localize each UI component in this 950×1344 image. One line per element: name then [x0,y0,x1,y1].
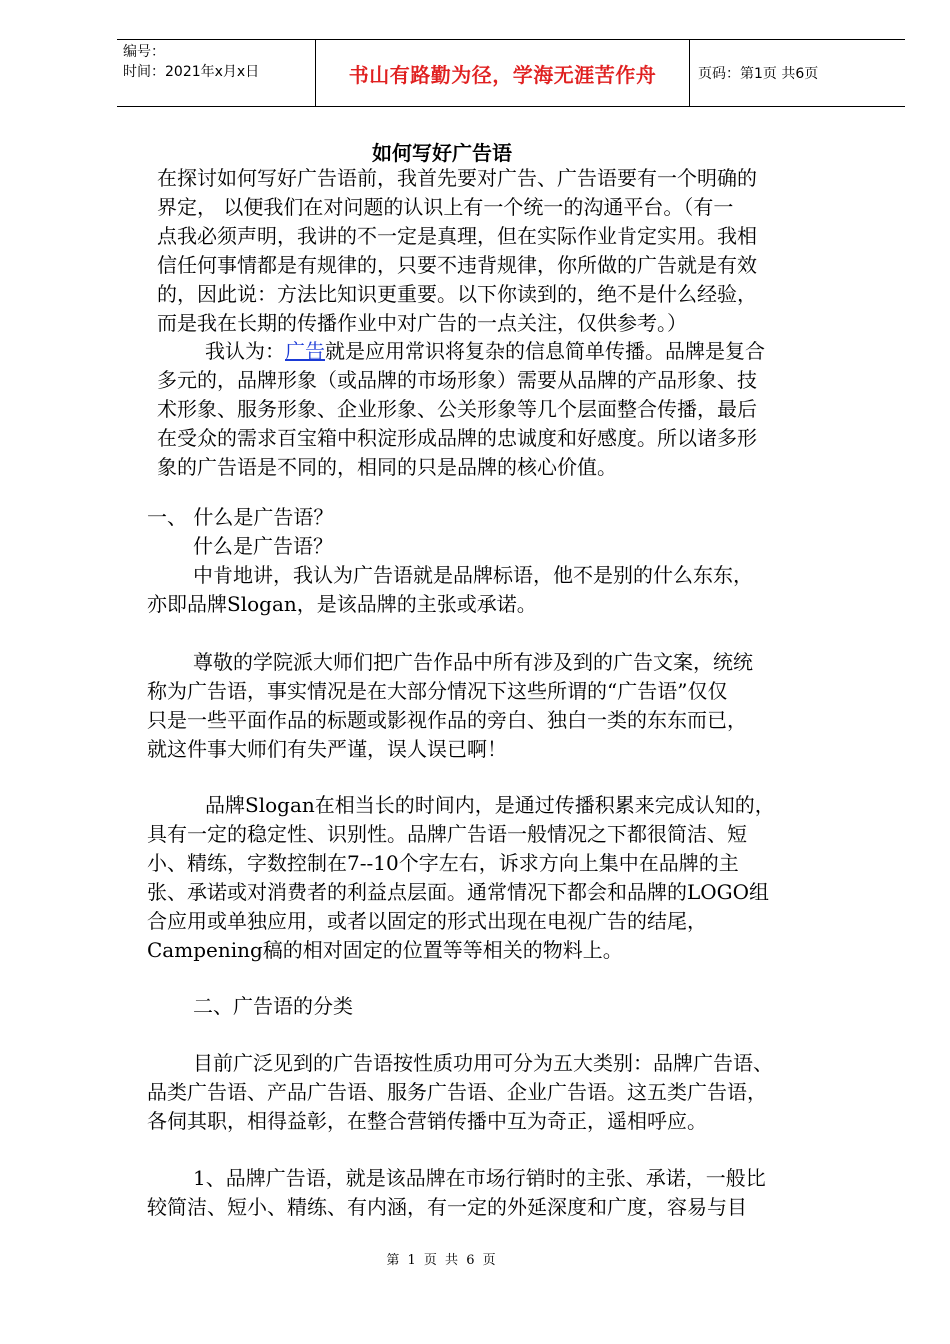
definition-rest: 就是应用常识将复杂的信息简单传播。品牌是复合 [325,339,765,363]
section1-p2-line1: 尊敬的学院派大师们把广告作品中所有涉及到的广告文案，统统 [193,650,753,674]
section1-p1-line1: 中肯地讲，我认为广告语就是品牌标语，他不是别的什么东东， [193,563,753,587]
text-line: 称为广告语，事实情况是在大部分情况下这些所谓的“广告语”仅仅 [147,679,728,703]
text-line: 各伺其职，相得益彰，在整合营销传播中互为奇正，遥相呼应。 [147,1109,707,1133]
text-line: 张、承诺或对消费者的利益点层面。通常情况下都会和品牌的LOGO组 [147,880,770,904]
text-line: 象的广告语是不同的，相同的只是品牌的核心价值。 [157,455,617,479]
section1-p3 [147,820,769,965]
text-line: 就这件事大师们有失严谨，误人误已啊！ [147,737,507,761]
text-line: 只是一些平面作品的标题或影视作品的旁白、独白一类的东东而已， [147,708,747,732]
ad-link[interactable]: 广告 [285,339,325,363]
page-header [117,39,905,107]
text-line: Campening稿的相对固定的位置等等相关的物料上。 [147,938,623,962]
text-line: 的，因此说：方法比知识更重要。以下你读到的，绝不是什么经验， [157,282,757,306]
document-title: 如何写好广告语 [372,141,512,165]
text-line: 小、精练，字数控制在7--10个字左右，诉求方向上集中在品牌的主 [147,851,739,875]
definition-prefix: 我认为： [205,339,285,363]
text-line: 界定， 以便我们在对问题的认识上有一个统一的沟通平台。（有一 [157,195,734,219]
text-line: 而是我在长期的传播作业中对广告的一点关注，仅供参考。） [157,311,687,335]
text-line: 在探讨如何写好广告语前，我首先要对广告、广告语要有一个明确的 [157,166,757,190]
text-line: 点我必须声明，我讲的不一定是真理，但在实际作业肯定实用。我相 [157,224,757,248]
header-motto: 书山有路勤为径，学海无涯苦作舟 [316,40,690,106]
header-meta [117,40,316,106]
text-line: 具有一定的稳定性、识别性。品牌广告语一般情况之下都很简洁、短 [147,822,747,846]
header-number: 编号： [123,44,165,60]
section2-p1 [147,1078,767,1136]
definition-first-line [205,337,765,366]
section1-heading: 一、 什么是广告语？ [147,505,334,529]
text-line: 术形象、服务形象、企业形象、公关形象等几个层面整合传播，最后 [157,397,757,421]
section2-p2-line1: 1、品牌广告语，就是该品牌在市场行销时的主张、承诺，一般比 [193,1166,766,1190]
text-line: 在受众的需求百宝箱中积淀形成品牌的忠诚度和好感度。所以诸多形 [157,426,757,450]
section1-subheading: 什么是广告语？ [193,534,333,558]
intro-paragraph [157,164,757,338]
text-line: 品类广告语、产品广告语、服务广告语、企业广告语。这五类广告语， [147,1080,767,1104]
section2-heading: 二、广告语的分类 [193,994,353,1018]
section2-p1-line1: 目前广泛见到的广告语按性质功用可分为五大类别：品牌广告语、 [193,1051,773,1075]
section1-p2 [147,677,747,764]
header-page-info: 页码：第1页 共6页 [698,66,819,82]
page-footer: 第 1 页 共 6 页 [386,1253,498,1268]
text-line: 信任何事情都是有规律的，只要不违背规律，你所做的广告就是有效 [157,253,757,277]
text-line: 多元的，品牌形象（或品牌的市场形象）需要从品牌的产品形象、技 [157,368,757,392]
header-time: 时间：2021年x月x日 [123,64,260,80]
text-line: 合应用或单独应用，或者以固定的形式出现在电视广告的结尾， [147,909,707,933]
section2-p2-line2: 较简洁、短小、精练、有内涵，有一定的外延深度和广度，容易与目 [147,1195,747,1219]
section1-p3-line1: 品牌Slogan在相当长的时间内，是通过传播积累来完成认知的， [205,793,775,817]
section1-p1-line2: 亦即品牌Slogan，是该品牌的主张或承诺。 [147,592,537,616]
definition-paragraph [157,366,757,482]
